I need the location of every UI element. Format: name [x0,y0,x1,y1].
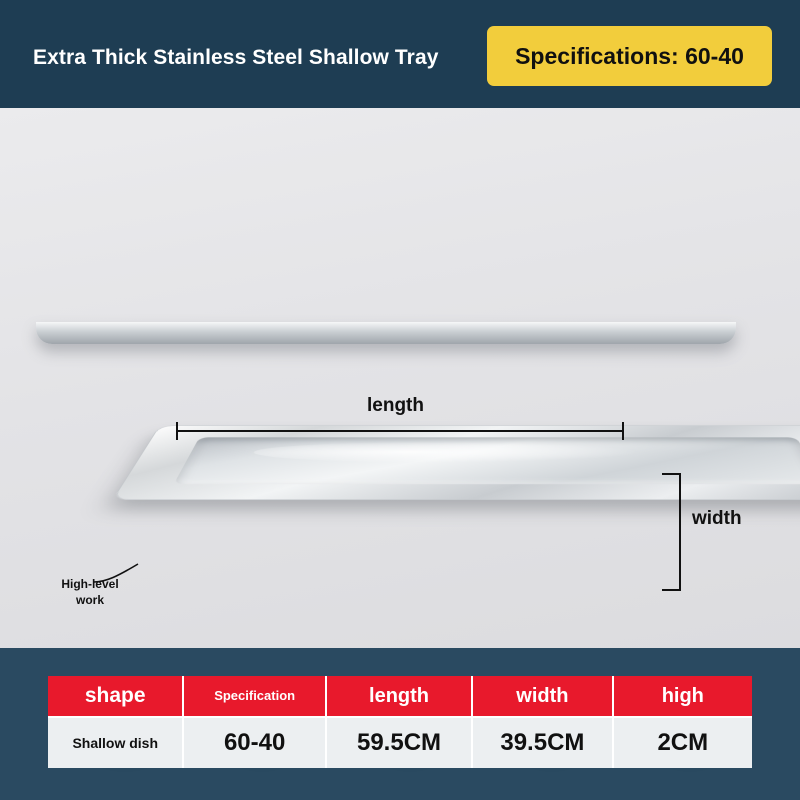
width-dimension-cap-top [662,473,680,475]
footer-bar [0,648,800,800]
tray-body [112,425,800,500]
spec-header-length: length [327,676,471,718]
spec-value-specification: 60-40 [184,718,324,768]
specification-badge [487,26,772,86]
spec-header-shape: shape [48,676,182,718]
length-dimension-cap-right [622,422,624,440]
spec-value-shape: Shallow dish [48,718,182,768]
spec-column-high [614,676,752,768]
tray-illustration [112,348,800,608]
callout-label [42,576,138,608]
spec-value-high: 2CM [614,718,752,768]
spec-header-width: width [473,676,611,718]
width-dimension-cap-bottom [662,589,680,591]
length-dimension-cap-left [176,422,178,440]
spec-value-length: 59.5CM [327,718,471,768]
spec-table [48,676,752,768]
length-dimension-line [176,430,624,432]
spec-column-specification [184,676,326,768]
spec-column-shape [48,676,184,768]
width-dimension-label: width [692,508,742,529]
spec-column-width [473,676,613,768]
spec-value-width: 39.5CM [473,718,611,768]
page-title: Extra Thick Stainless Steel Shallow Tray [33,46,439,69]
width-dimension-line [679,473,681,591]
callout-label-line2: work [75,593,104,607]
callout-label-line1: High-level [61,577,119,591]
product-photo [0,108,800,648]
spec-column-length [327,676,473,768]
spec-header-high: high [614,676,752,718]
spec-header-specification: Specification [184,676,324,718]
specification-badge-label: Specifications: 60-40 [515,42,744,69]
tray-basin [174,437,800,484]
tray-front-lip [36,322,736,344]
length-dimension-label: length [367,395,424,416]
header-bar [0,0,800,108]
